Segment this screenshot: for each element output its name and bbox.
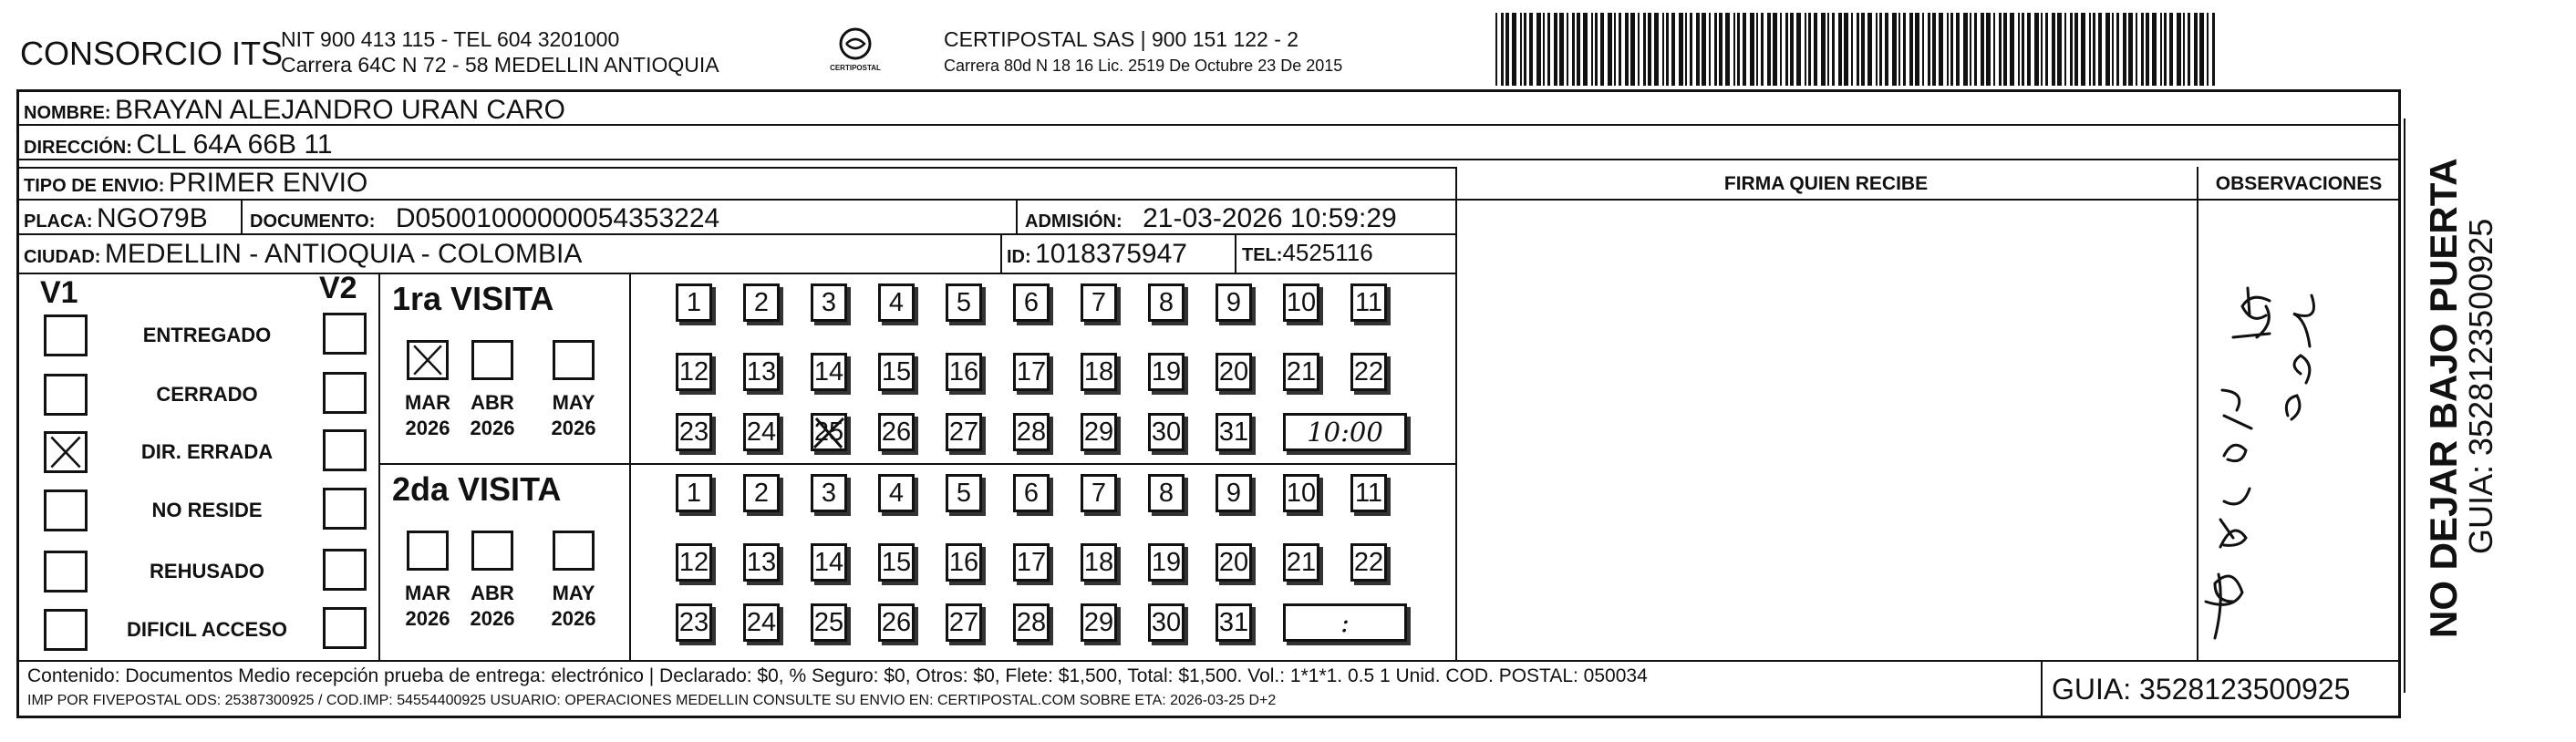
barcode-bar [1559,13,1564,86]
documento-row [250,203,719,234]
barcode-bar [1885,13,1888,86]
barcode-bar [1567,13,1568,86]
barcode-bar [2034,13,2039,86]
barcode-bar [1844,13,1848,86]
year-label: 2026 [405,417,450,439]
barcode-bar [2183,13,2185,86]
barcode-bar [1780,13,1782,86]
barcode-bar [2141,13,2144,86]
barcode-bar [1932,13,1936,86]
day-box[interactable]: 1 [676,474,712,512]
barcode-bar [1543,13,1545,86]
firma-label: FIRMA QUIEN RECIBE [1723,173,1929,194]
barcode-bar [1714,13,1717,86]
month-checkbox[interactable] [553,340,595,380]
barcode-bar [1756,13,1758,86]
barcode-bar [2045,13,2048,86]
status-label: DIFICIL ACCESO [126,618,287,641]
v1-checkbox[interactable] [44,609,88,651]
barcode-bar [2093,13,2095,86]
nombre-value: BRAYAN ALEJANDRO URAN CARO [115,95,565,125]
barcode-bar [1963,13,1968,86]
day-box[interactable]: 31 [1216,603,1252,642]
month-label: ABR [471,582,514,604]
barcode-bar [2160,13,2162,86]
day-box[interactable]: 15 [878,353,915,391]
day-box[interactable]: 26 [878,603,915,642]
v2-checkbox[interactable] [323,372,367,414]
day-box[interactable]: 7 [1081,474,1117,512]
id-label: ID: [1007,247,1031,267]
day-box[interactable]: 13 [743,543,780,582]
tel-value: 4525116 [1282,239,1373,266]
admision-value: 21-03-2026 10:59:29 [1143,203,1397,233]
tel-row [1242,239,1373,267]
barcode-bar [1999,13,2002,86]
barcode-bar [2070,13,2073,86]
day-box[interactable]: 3 [811,283,847,322]
year-label: 2026 [551,417,596,439]
barcode-bar [1761,13,1764,86]
tipo-value: PRIMER ENVIO [168,168,368,198]
day-box[interactable]: 20 [1216,353,1252,391]
barcode-bar [1719,13,1723,86]
day-box[interactable]: 17 [1013,353,1050,391]
barcode-bar [1671,13,1675,86]
barcode-bar [1861,13,1865,86]
barcode-bar [1767,13,1771,86]
status-label: NO RESIDE [151,499,263,521]
day-box[interactable]: 12 [676,543,712,582]
day-box[interactable]: 28 [1013,603,1050,642]
barcode-bar [1928,13,1930,86]
observaciones-handwriting [2197,201,2401,656]
day-box[interactable]: 2 [743,474,780,512]
day-box[interactable]: 22 [1350,353,1387,391]
v2-checkbox[interactable] [323,429,367,471]
barcode-bar [1583,13,1588,86]
v1-checkbox[interactable] [44,551,88,593]
day-box[interactable]: 25 [811,603,847,642]
barcode-bar [1750,13,1754,86]
barcode-bar [1536,13,1541,86]
visit-title: 1ra VISITA [392,280,554,317]
barcode-bar [2074,13,2078,86]
month-checkbox[interactable] [471,340,513,380]
day-box[interactable]: 29 [1081,603,1117,642]
day-box[interactable]: 18 [1081,353,1117,391]
tipo-row [24,168,367,199]
barcode-bar [2177,13,2181,86]
right-edge-line [2404,119,2405,693]
barcode-bar [2152,13,2157,86]
side-instruction: NO DEJAR BAJO PUERTA [2422,158,2465,638]
day-box[interactable]: 11 [1350,283,1387,322]
barcode-bar [1851,13,1853,86]
visit-title: 2da VISITA [392,470,562,508]
admision-row [1025,203,1397,234]
certipostal-logo [819,26,892,77]
day-box[interactable]: 24 [743,603,780,642]
day-box[interactable]: 24 [743,413,780,451]
barcode-bar [1879,13,1882,86]
nombre-label: NOMBRE: [24,103,111,123]
barcode-bar [1577,13,1580,86]
barcode-bar [1520,13,1522,86]
barcode-bar [2098,13,2102,86]
footer-guia: GUIA: 3528123500925 [2052,673,2351,706]
year-label: 2026 [470,417,515,439]
month-label: MAR [404,582,451,604]
barcode-bar [1547,13,1550,86]
barcode-bar [2010,13,2014,86]
barcode-bar [2136,13,2137,86]
barcode-bar [1702,13,1706,86]
day-box[interactable]: 1 [676,283,712,322]
day-box[interactable]: 11 [1350,474,1387,512]
ciudad-row [24,239,582,270]
barcode-bar [1950,13,1953,86]
barcode-bar [1821,13,1826,86]
barcode [1495,13,2225,86]
barcode-bar [1501,13,1504,86]
carrier-line: CERTIPOSTAL SAS | 900 151 122 - 2 [944,27,1299,51]
status-label: REHUSADO [150,560,264,582]
barcode-bar [1743,13,1746,86]
v2-checkbox[interactable] [323,488,367,530]
barcode-bar [1986,13,1991,86]
logo-caption: CERTIPOSTAL [830,64,881,72]
day-box[interactable] [811,413,847,451]
day-box[interactable]: 19 [1148,543,1185,582]
day-box[interactable]: 29 [1081,413,1117,451]
barcode-bar [1495,13,1497,86]
barcode-bar [2116,13,2119,86]
barcode-bar [1554,13,1557,86]
barcode-bar [1814,13,1817,86]
barcode-bar [1785,13,1788,86]
barcode-bar [1981,13,1984,86]
barcode-bar [1685,13,1687,86]
barcode-bar [1572,13,1575,86]
day-box[interactable]: 21 [1283,353,1319,391]
barcode-bar [1643,13,1646,86]
day-box[interactable]: 6 [1013,283,1050,322]
v1-label: V1 [40,275,78,310]
tipo-label: TIPO DE ENVIO: [24,176,165,196]
day-number: 25 [813,417,844,447]
barcode-bar [1679,13,1683,86]
barcode-bar [2089,13,2091,86]
barcode-bar [1773,13,1777,86]
footer-imp: IMP POR FIVEPOSTAL ODS: 25387300925 / COD.IMP: 54554400925 USUARIO: OPERACIONES MEDELLIN CONSULTE SU ENVIO EN: CERTIPOSTAL.COM SOBRE ETA: 2026-03-25 D+2 [27,693,1277,708]
barcode-bar [1909,13,1913,86]
barcode-bar [1648,13,1651,86]
barcode-bar [2112,13,2114,86]
day-box[interactable]: 30 [1148,603,1185,642]
barcode-bar [2123,13,2126,86]
day-box[interactable]: 27 [946,413,982,451]
day-box[interactable]: 7 [1081,283,1117,322]
day-box[interactable]: 3 [811,474,847,512]
barcode-bar [2188,13,2190,86]
barcode-bar [1725,13,1730,86]
day-box[interactable]: 2 [743,283,780,322]
placa-label: PLACA: [24,211,93,232]
barcode-bar [1974,13,1977,86]
day-box[interactable]: 5 [946,474,982,512]
observaciones-label: OBSERVACIONES [2215,173,2383,194]
day-box[interactable]: 28 [1013,413,1050,451]
barcode-bar [1827,13,1829,86]
v2-label: V2 [319,271,357,305]
day-box[interactable]: 21 [1283,543,1319,582]
barcode-bar [2057,13,2062,86]
barcode-bar [1876,13,1878,86]
carrier-address: Carrera 80d N 18 16 Lic. 2519 De Octubre 23 De 2015 [944,57,1343,75]
barcode-bar [1614,13,1616,86]
month-label: MAR [404,391,451,414]
nombre-row [24,95,565,126]
barcode-bar [1832,13,1835,86]
day-box[interactable]: 10 [1283,474,1319,512]
barcode-bar [1529,13,1533,86]
year-label: 2026 [470,607,515,630]
barcode-bar [1595,13,1598,86]
company-address: Carrera 64C N 72 - 58 MEDELLIN ANTIOQUIA [281,53,719,77]
placa-value: NGO79B [97,203,208,233]
barcode-bar [1939,13,1943,86]
barcode-bar [1892,13,1897,86]
barcode-bar [1512,13,1516,86]
v1-checkbox[interactable] [44,374,88,416]
admision-label: ADMISIÓN: [1025,211,1122,232]
barcode-bar [2064,13,2066,86]
barcode-bar [1505,13,1509,86]
day-box[interactable]: 17 [1013,543,1050,582]
day-box[interactable]: 22 [1350,543,1387,582]
day-box[interactable]: 30 [1148,413,1185,451]
day-box[interactable]: 8 [1148,474,1185,512]
day-box[interactable]: 10 [1283,283,1319,322]
barcode-bar [1600,13,1604,86]
month-label: MAY [552,391,595,414]
barcode-bar [1733,13,1735,86]
company-nit: NIT 900 413 115 - TEL 604 3201000 [281,27,620,51]
direccion-row [24,129,333,160]
day-box[interactable]: 18 [1081,543,1117,582]
day-box[interactable]: 23 [676,413,712,451]
barcode-bar [2128,13,2133,86]
day-box[interactable]: 19 [1148,353,1185,391]
v1-checkbox[interactable] [44,431,88,473]
barcode-bar [1956,13,1960,86]
barcode-bar [1838,13,1842,86]
day-box[interactable]: 14 [811,353,847,391]
v2-checkbox[interactable] [323,607,367,649]
day-box[interactable]: 27 [946,603,982,642]
barcode-bar [2194,13,2198,86]
barcode-bar [2022,13,2024,86]
ciudad-label: CIUDAD: [24,247,101,267]
barcode-bar [2003,13,2007,86]
barcode-bar [1666,13,1669,86]
day-box[interactable]: 6 [1013,474,1050,512]
barcode-bar [2081,13,2085,86]
barcode-bar [2199,13,2204,86]
barcode-bar [1808,13,1811,86]
time-box[interactable]: 10:00 [1283,413,1407,451]
barcode-bar [1630,13,1635,86]
day-box[interactable]: 5 [946,283,982,322]
month-label: MAY [552,582,595,604]
barcode-bar [1947,13,1949,86]
barcode-bar [1591,13,1593,86]
day-box[interactable]: 9 [1216,474,1252,512]
barcode-bar [1709,13,1711,86]
barcode-bar [1922,13,1924,86]
barcode-bar [1898,13,1900,86]
year-label: 2026 [551,607,596,630]
barcode-bar [2105,13,2110,86]
day-box[interactable]: 4 [878,283,915,322]
day-box[interactable]: 9 [1216,283,1252,322]
barcode-bar [1790,13,1794,86]
direccion-value: CLL 64A 66B 11 [136,129,333,160]
footer-contenido: Contenido: Documentos Medio recepción prueba de entrega: electrónico | Declarado: $0, % Seguro: $0, Otros: $0, Flete: $1,500, Total: $1,500. Vol.: 1*1*1. 0.5 1 Unid. COD. POSTAL: 050034 [27,665,1648,686]
month-checkbox[interactable] [471,531,513,571]
ciudad-value: MEDELLIN - ANTIOQUIA - COLOMBIA [104,239,583,269]
barcode-bar [1915,13,1919,86]
day-box[interactable]: 31 [1216,413,1252,451]
day-box[interactable]: 20 [1216,543,1252,582]
time-box[interactable]: : [1283,603,1407,642]
direccion-label: DIRECCIÓN: [24,138,132,158]
company-name: CONSORCIO ITS [20,35,284,72]
day-box[interactable]: 12 [676,353,712,391]
barcode-bar [1737,13,1740,86]
day-box[interactable]: 16 [946,543,982,582]
status-label: ENTREGADO [142,324,272,346]
barcode-bar [1857,13,1859,86]
placa-row [24,203,208,234]
v2-checkbox[interactable] [323,313,367,355]
barcode-bar [1619,13,1621,86]
id-row [1007,239,1187,270]
barcode-bar [2027,13,2031,86]
barcode-bar [2041,13,2043,86]
v1-checkbox[interactable] [44,314,88,356]
barcode-bar [1805,13,1806,86]
month-label: ABR [471,391,514,414]
barcode-bar [2207,13,2209,86]
month-checkbox[interactable] [407,340,449,380]
barcode-bar [1867,13,1872,86]
barcode-bar [1608,13,1612,86]
v1-checkbox[interactable] [44,490,88,531]
barcode-bar [1970,13,1971,86]
barcode-bar [1696,13,1700,86]
day-box[interactable]: 23 [676,603,712,642]
day-box[interactable]: 26 [878,413,915,451]
barcode-bar [1903,13,1906,86]
barcode-bar [1654,13,1659,86]
month-checkbox[interactable] [553,531,595,571]
barcode-bar [2018,13,2020,86]
barcode-bar [2169,13,2173,86]
documento-value: D05001000000054353224 [395,203,720,233]
status-label: DIR. ERRADA [140,440,274,463]
status-label: CERRADO [156,383,258,406]
day-box[interactable]: 16 [946,353,982,391]
day-box[interactable]: 15 [878,543,915,582]
documento-label: DOCUMENTO: [250,211,376,232]
day-box[interactable]: 8 [1148,283,1185,322]
barcode-bar [1690,13,1692,86]
barcode-bar [1524,13,1526,86]
v2-checkbox[interactable] [323,549,367,591]
day-box[interactable]: 14 [811,543,847,582]
tel-label: TEL: [1242,245,1283,265]
day-box[interactable]: 13 [743,353,780,391]
month-checkbox[interactable] [407,531,449,571]
barcode-bar [1625,13,1629,86]
barcode-bar [2164,13,2167,86]
barcode-bar [1796,13,1801,86]
barcode-bar [2146,13,2149,86]
side-guia: GUIA: 3528123500925 [2462,218,2499,554]
barcode-bar [2212,13,2215,86]
barcode-bar [1662,13,1664,86]
day-box[interactable]: 4 [878,474,915,512]
year-label: 2026 [405,607,450,630]
barcode-bar [2052,13,2055,86]
barcode-bar [1638,13,1640,86]
id-value: 1018375947 [1035,239,1187,269]
barcode-bar [1993,13,1995,86]
